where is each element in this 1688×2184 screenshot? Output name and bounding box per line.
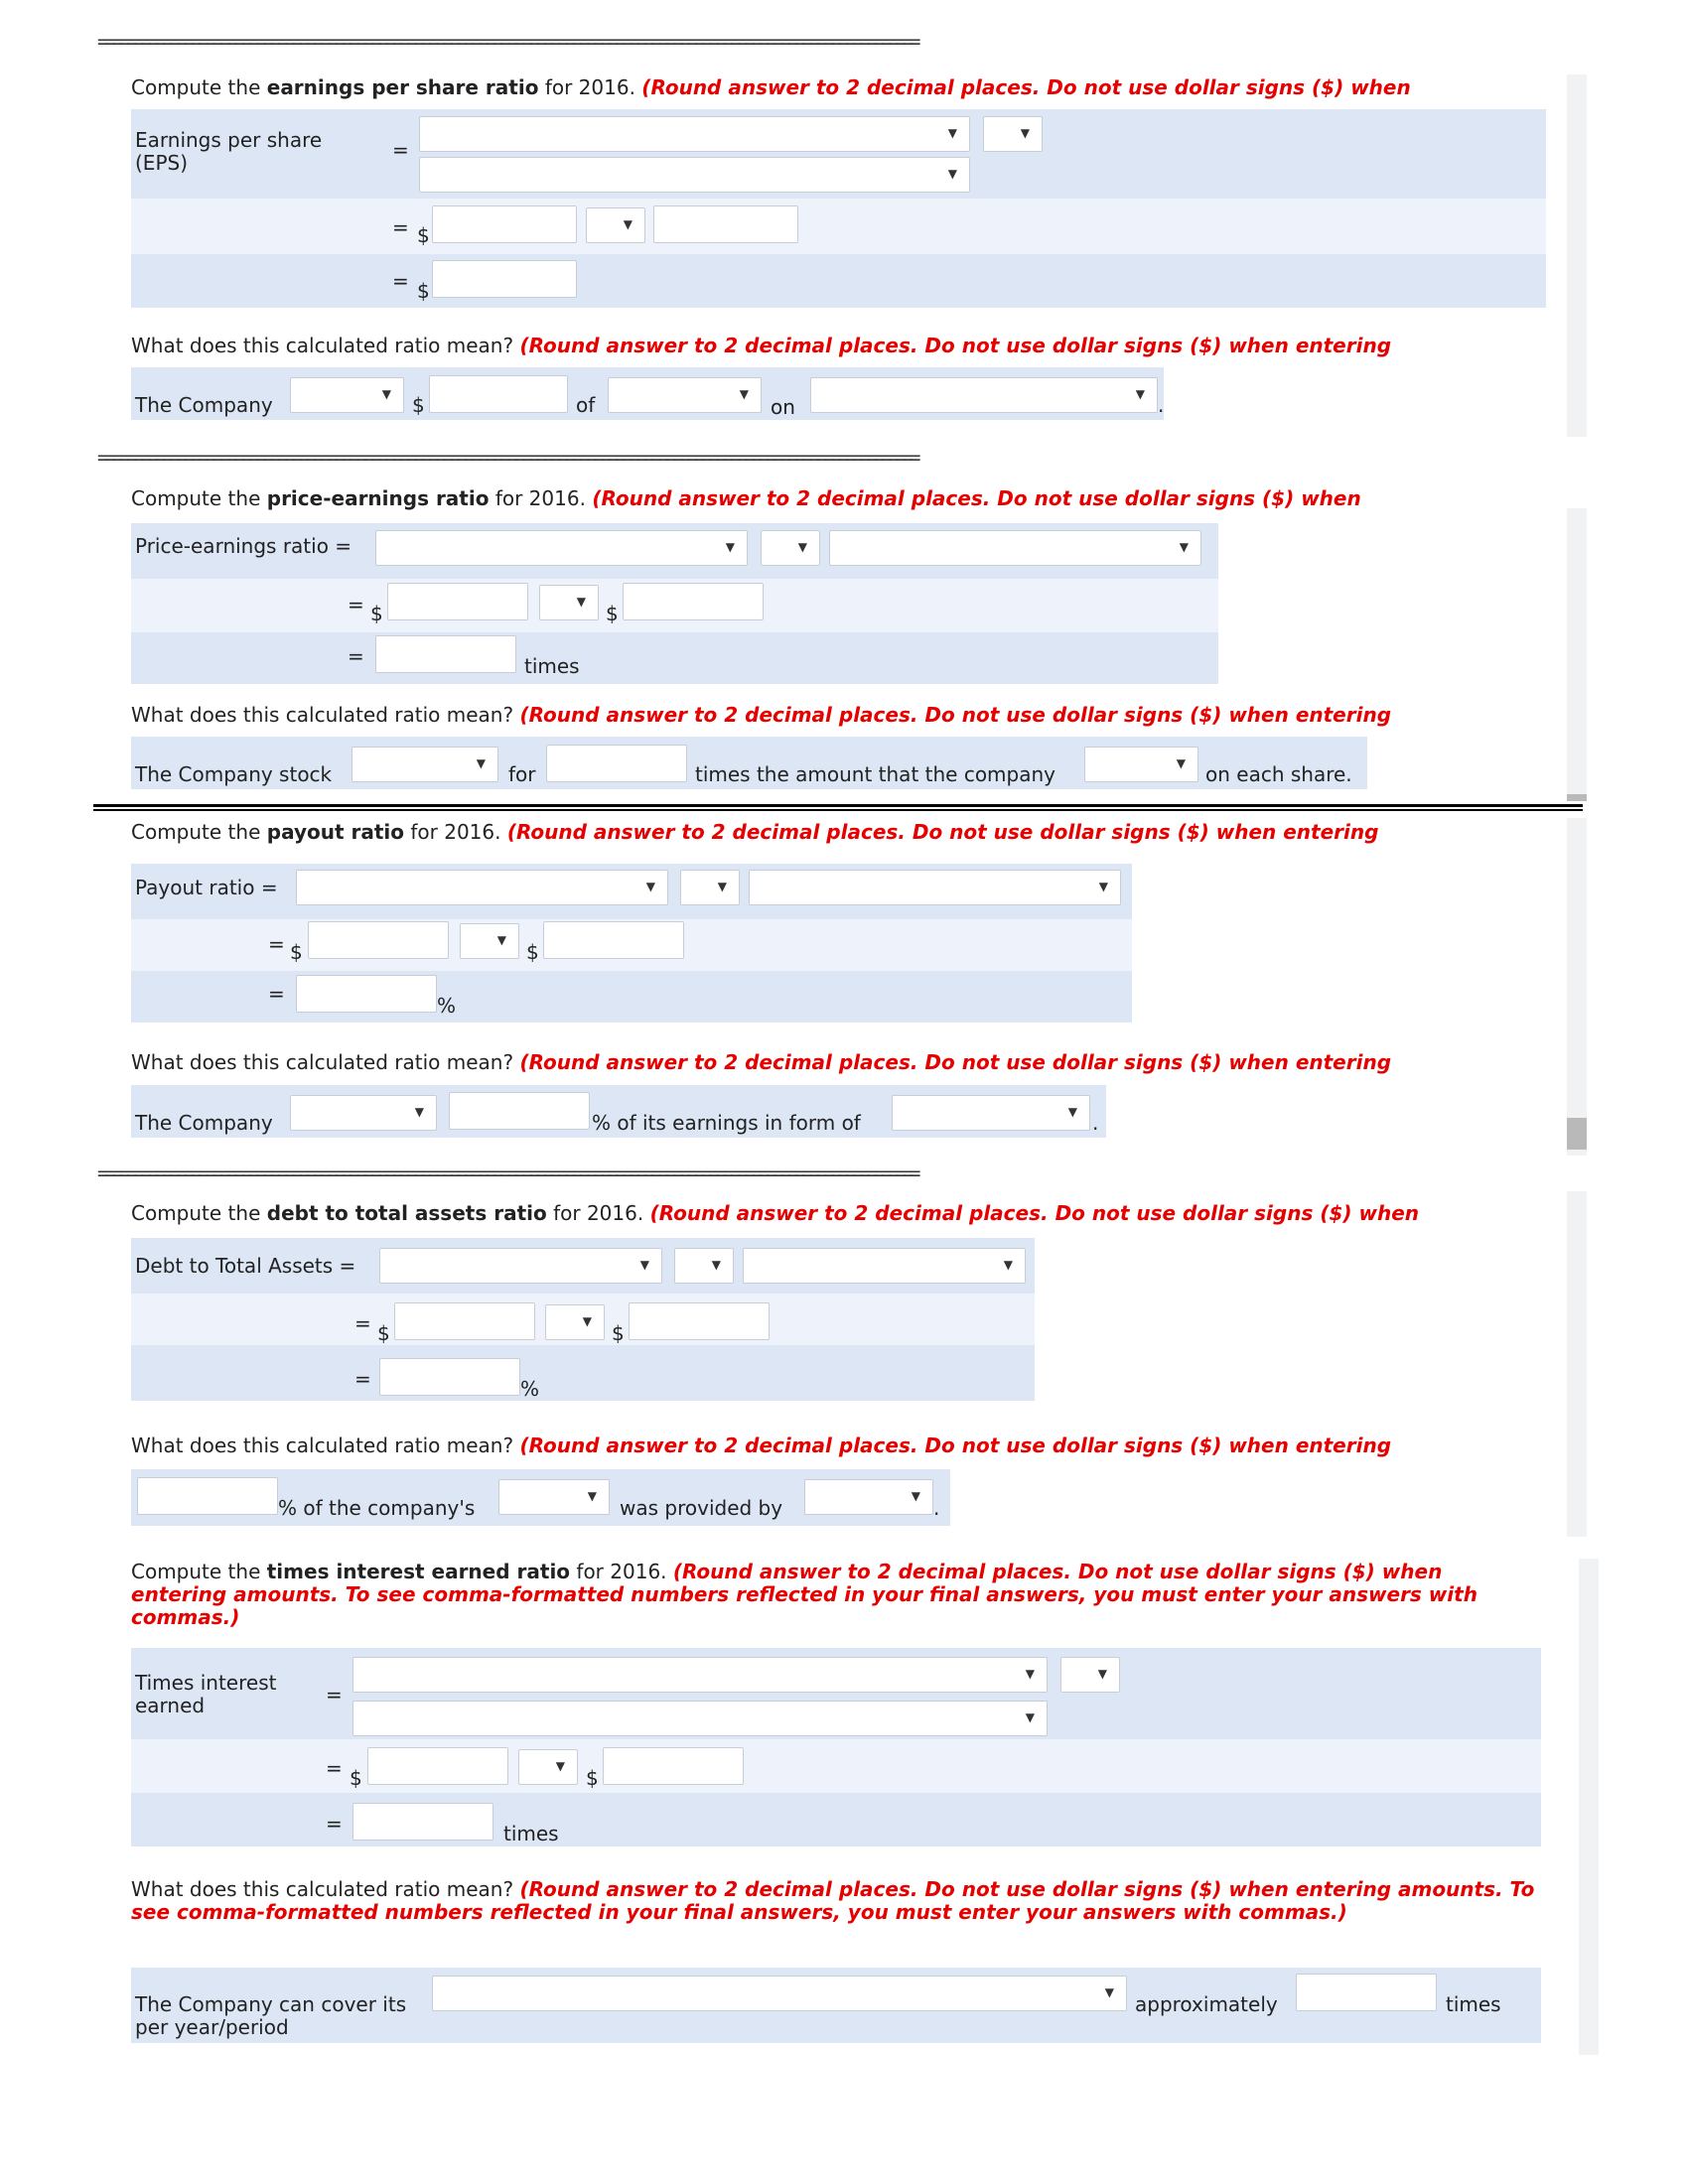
- section-separator: ==================================================================================================================: [97, 32, 917, 52]
- ratio-name: debt to total assets ratio: [266, 1201, 547, 1225]
- sentence-text: % of its earnings in form of: [592, 1111, 861, 1135]
- sentence-text: of: [576, 393, 596, 417]
- payout-value1-input[interactable]: [308, 921, 449, 959]
- equals-sign: =: [326, 1683, 343, 1706]
- unit-text: %: [437, 994, 457, 1018]
- sentence-text: was provided by: [620, 1496, 783, 1520]
- eps-result-input[interactable]: [432, 260, 577, 298]
- ratio-name: earnings per share ratio: [266, 75, 539, 99]
- eps-meaning-select-1[interactable]: ▼: [290, 377, 404, 413]
- debt-label: Debt to Total Assets =: [135, 1254, 356, 1278]
- pe-meaning-select-2[interactable]: ▼: [1084, 747, 1198, 782]
- eps-meaning-select-2[interactable]: ▼: [608, 377, 762, 413]
- payout-operator-select[interactable]: ▼: [680, 870, 740, 905]
- sentence-text: for: [508, 762, 536, 786]
- eps-label: Earnings per share (EPS): [135, 128, 323, 175]
- dollar-sign: $: [526, 940, 539, 964]
- unit-text: %: [520, 1377, 540, 1401]
- question-debt: Compute the debt to total assets ratio for 2016. (Round answer to 2 decimal places. Do not use dollar signs ($) when: [131, 1201, 1419, 1225]
- dollar-sign: $: [612, 1321, 625, 1345]
- equals-sign: =: [354, 1367, 371, 1391]
- payout-numerator-select[interactable]: ▼: [296, 870, 668, 905]
- tie-numerator-select[interactable]: ▼: [352, 1657, 1048, 1693]
- debt-value2-input[interactable]: [629, 1302, 770, 1340]
- question-eps: Compute the earnings per share ratio for 2016. (Round answer to 2 decimal places. Do not use dollar signs ($) when: [131, 75, 1411, 99]
- result-row: [131, 1793, 1541, 1846]
- scrollbar-thumb[interactable]: [1567, 794, 1587, 801]
- section-separator: ==================================================================================================================: [97, 1163, 917, 1183]
- equals-sign: =: [326, 1812, 343, 1836]
- eps-numerator-select[interactable]: ▼: [419, 116, 970, 152]
- debt-operator-select[interactable]: ▼: [674, 1248, 734, 1284]
- sentence-text: on each share.: [1205, 762, 1352, 786]
- unit-text: times: [503, 1822, 559, 1845]
- calc-row: [131, 1739, 1541, 1793]
- sentence-text: The Company can cover its per year/period: [135, 1992, 407, 2039]
- eps-calc-operator-select[interactable]: ▼: [586, 207, 645, 243]
- payout-meaning-amount-input[interactable]: [449, 1092, 590, 1130]
- result-row: [131, 1345, 1035, 1401]
- ratio-name: payout ratio: [266, 820, 405, 844]
- question-pe: Compute the price-earnings ratio for 2016. (Round answer to 2 decimal places. Do not use dollar signs ($) when: [131, 486, 1361, 510]
- payout-meaning-select-1[interactable]: ▼: [290, 1095, 437, 1131]
- pe-value1-input[interactable]: [387, 583, 528, 620]
- pe-meaning-amount-input[interactable]: [546, 745, 687, 782]
- tie-calc-operator-select[interactable]: ▼: [518, 1749, 578, 1785]
- meaning-question: What does this calculated ratio mean? (Round answer to 2 decimal places. Do not use dollar signs ($) when entering: [131, 1433, 1392, 1457]
- eps-meaning-amount-input[interactable]: [429, 375, 568, 413]
- sentence-text: The Company: [135, 1111, 273, 1135]
- dollar-sign: $: [370, 602, 383, 625]
- question-payout: Compute the payout ratio for 2016. (Round answer to 2 decimal places. Do not use dollar signs ($) when entering: [131, 820, 1379, 844]
- eps-value2-input[interactable]: [653, 205, 798, 243]
- dollar-sign: $: [417, 223, 430, 247]
- meaning-question: What does this calculated ratio mean? (Round answer to 2 decimal places. Do not use dollar signs ($) when entering: [131, 1050, 1392, 1074]
- payout-value2-input[interactable]: [543, 921, 684, 959]
- scrollbar[interactable]: [1579, 1559, 1599, 2055]
- pe-label: Price-earnings ratio =: [135, 534, 352, 558]
- tie-label: Times interest earned: [135, 1671, 277, 1717]
- debt-value1-input[interactable]: [394, 1302, 535, 1340]
- eps-meaning-select-3[interactable]: ▼: [810, 377, 1158, 413]
- unit-text: times: [1446, 1992, 1501, 2016]
- dollar-sign: $: [586, 1766, 599, 1790]
- tie-operator-select[interactable]: ▼: [1060, 1657, 1120, 1693]
- calc-row: [131, 199, 1546, 254]
- equals-sign: =: [326, 1756, 343, 1780]
- equals-sign: =: [268, 982, 285, 1006]
- tie-denominator-select[interactable]: ▼: [352, 1701, 1048, 1736]
- eps-denominator-select[interactable]: ▼: [419, 157, 970, 193]
- sentence-text: times the amount that the company: [695, 762, 1055, 786]
- pe-value2-input[interactable]: [623, 583, 764, 620]
- meaning-question: What does this calculated ratio mean? (Round answer to 2 decimal places. Do not use dollar signs ($) when entering: [131, 334, 1392, 357]
- result-row: [131, 254, 1546, 308]
- dollar-sign: $: [412, 393, 425, 417]
- eps-value1-input[interactable]: [432, 205, 577, 243]
- result-row: [131, 632, 1218, 684]
- equals-sign: =: [354, 1311, 371, 1335]
- question-tie: Compute the times interest earned ratio for 2016. (Round answer to 2 decimal places. Do not use dollar signs ($) when entering amounts. To see comma-formatted numbers reflected in your final answers, you must enter your answers with commas.): [131, 1560, 1477, 1629]
- instruction-text: (Round answer to 2 decimal places. Do not use dollar signs ($) when: [641, 75, 1411, 99]
- pe-result-input[interactable]: [375, 635, 516, 673]
- equals-sign: =: [348, 593, 364, 616]
- tie-value1-input[interactable]: [367, 1747, 508, 1785]
- tie-meaning-amount-input[interactable]: [1296, 1974, 1437, 2011]
- payout-result-input[interactable]: [296, 975, 437, 1013]
- pe-meaning-select-1[interactable]: ▼: [352, 747, 498, 782]
- scrollbar[interactable]: [1567, 1191, 1587, 1537]
- sentence-text: The Company: [135, 393, 273, 417]
- dollar-sign: $: [606, 602, 619, 625]
- section-separator: ==================================================================================================================: [97, 448, 917, 468]
- payout-meaning-select-2[interactable]: ▼: [892, 1095, 1090, 1131]
- sentence-text: approximately: [1135, 1992, 1278, 2016]
- debt-meaning-select-1[interactable]: ▼: [498, 1479, 610, 1515]
- scrollbar[interactable]: [1567, 818, 1587, 1156]
- tie-result-input[interactable]: [352, 1803, 493, 1841]
- debt-meaning-amount-input[interactable]: [137, 1477, 278, 1515]
- ratio-name: price-earnings ratio: [266, 486, 490, 510]
- debt-denominator-select[interactable]: ▼: [743, 1248, 1026, 1284]
- payout-denominator-select[interactable]: ▼: [749, 870, 1121, 905]
- pe-denominator-select[interactable]: ▼: [829, 530, 1201, 566]
- unit-text: times: [524, 654, 580, 678]
- dollar-sign: $: [290, 940, 303, 964]
- equals-sign: =: [392, 138, 409, 162]
- payout-label: Payout ratio =: [135, 876, 278, 899]
- debt-calc-operator-select[interactable]: ▼: [545, 1304, 605, 1340]
- payout-calc-operator-select[interactable]: ▼: [460, 923, 519, 959]
- meaning-question: What does this calculated ratio mean? (Round answer to 2 decimal places. Do not use dollar signs ($) when entering: [131, 703, 1392, 727]
- sentence-text: % of the company's: [278, 1496, 476, 1520]
- pe-calc-operator-select[interactable]: ▼: [539, 585, 599, 620]
- section-divider: [93, 804, 1583, 811]
- equals-sign: =: [348, 644, 364, 668]
- meaning-question: What does this calculated ratio mean? (Round answer to 2 decimal places. Do not use dollar signs ($) when entering amounts. To see comma-formatted numbers reflected in your final answers, you must enter your answers with commas.): [131, 1877, 1535, 1924]
- scrollbar-thumb[interactable]: [1567, 1118, 1587, 1150]
- debt-numerator-select[interactable]: ▼: [379, 1248, 662, 1284]
- pe-operator-select[interactable]: ▼: [761, 530, 820, 566]
- dollar-sign: $: [350, 1766, 362, 1790]
- equals-sign: =: [392, 215, 409, 239]
- pe-numerator-select[interactable]: ▼: [375, 530, 748, 566]
- scrollbar[interactable]: [1567, 74, 1587, 437]
- dollar-sign: $: [417, 279, 430, 303]
- equals-sign: =: [392, 269, 409, 293]
- tie-value2-input[interactable]: [603, 1747, 744, 1785]
- tie-meaning-select[interactable]: ▼: [432, 1976, 1127, 2011]
- scrollbar[interactable]: [1567, 508, 1587, 801]
- sentence-text: The Company stock: [135, 762, 333, 786]
- eps-operator-select[interactable]: ▼: [983, 116, 1043, 152]
- ratio-name: times interest earned ratio: [266, 1560, 571, 1583]
- equals-sign: =: [268, 932, 285, 956]
- sentence-text: on: [771, 395, 795, 419]
- dollar-sign: $: [377, 1321, 390, 1345]
- debt-result-input[interactable]: [379, 1358, 520, 1396]
- debt-meaning-select-2[interactable]: ▼: [804, 1479, 933, 1515]
